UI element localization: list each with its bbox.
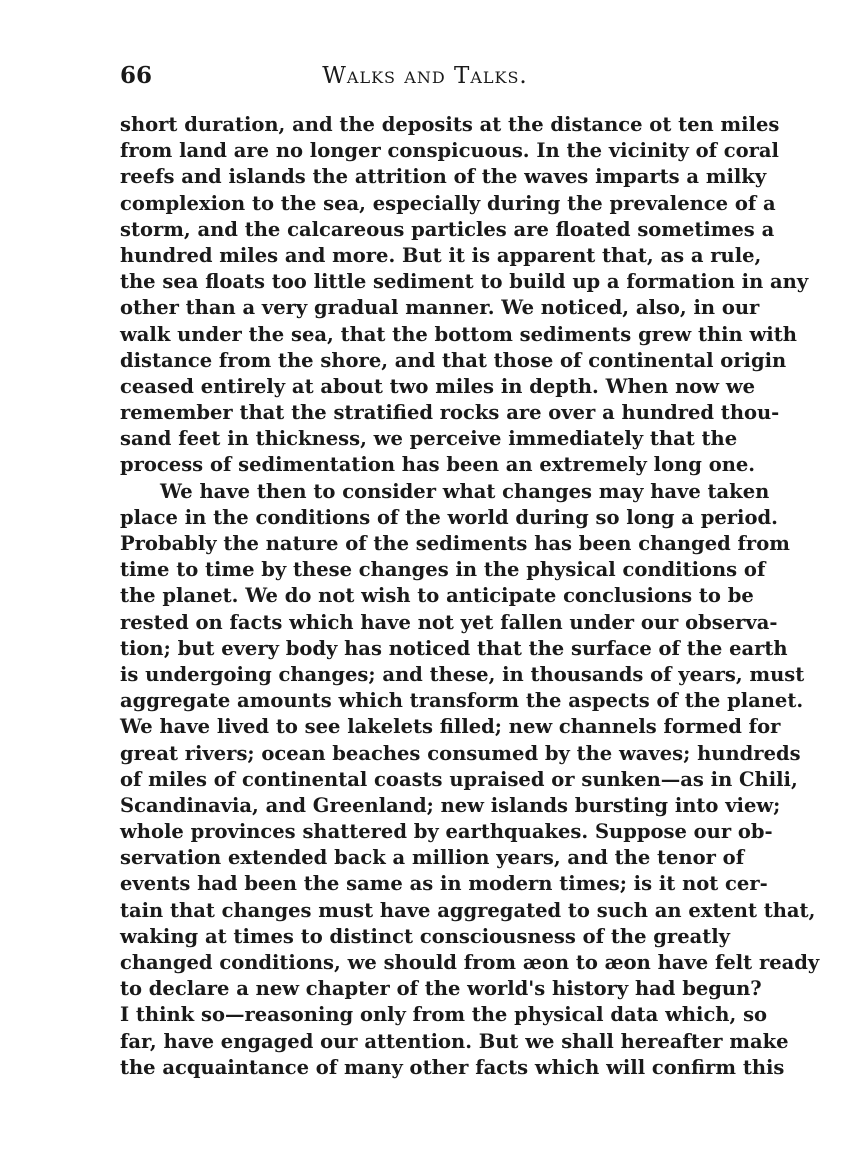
running-title: Walks and Talks. (322, 63, 528, 89)
text-line: short duration, and the deposits at the distance ot ten miles (120, 113, 780, 136)
text-line: tain that changes must have aggregated to such an extent that, (120, 898, 816, 922)
text-line: great rivers; ocean beaches consumed by the waves; hundreds (120, 741, 801, 765)
page-number: 66 (120, 62, 153, 89)
text-line: to declare a new chapter of the world's history had begun? (120, 977, 762, 1001)
text-line: place in the conditions of the world during so long a period. (120, 505, 778, 529)
text-line: the sea floats too little sediment to build up a formation in any (120, 270, 809, 294)
text-line: servation extended back a million years, and the tenor of (120, 846, 745, 870)
text-line: from land are no longer conspicuous. In the vicinity of coral (120, 139, 779, 163)
text-line: aggregate amounts which transform the aspects of the planet. (120, 689, 804, 713)
text-line: the planet. We do not wish to anticipate conclusions to be (120, 584, 754, 608)
text-line: is undergoing changes; and these, in thousands of years, must (120, 662, 805, 686)
text-line: rested on facts which have not yet fallen under our observa- (120, 610, 778, 634)
paragraph-2 (120, 479, 820, 1081)
text-line: changed conditions, we should from æon to æon have felt ready (120, 951, 820, 974)
text-line: remember that the stratified rocks are over a hundred thou- (120, 401, 780, 425)
text-line: whole provinces shattered by earthquakes. Suppose our ob- (120, 820, 773, 844)
text-line: sand feet in thickness, we perceive immediately that the (120, 427, 738, 451)
paragraph-1 (120, 112, 809, 479)
text-line: tion; but every body has noticed that the surface of the earth (120, 636, 788, 660)
text-line: time to time by these changes in the physical conditions of (120, 558, 766, 582)
text-line: I think so—reasoning only from the physical data which, so (120, 1003, 768, 1027)
text-line: hundred miles and more. But it is apparent that, as a rule, (120, 243, 762, 267)
text-line: the acquaintance of many other facts which will confirm this (120, 1055, 785, 1079)
text-line: storm, and the calcareous particles are floated sometimes a (120, 217, 775, 241)
text-line: waking at times to distinct consciousness of the greatly (120, 924, 730, 948)
text-line: complexion to the sea, especially during the prevalence of a (120, 191, 776, 215)
text-line: We have lived to see lakelets filled; new channels formed for (120, 715, 781, 739)
text-line: Probably the nature of the sediments has been changed from (120, 532, 790, 555)
text-line: Scandinavia, and Greenland; new islands bursting into view; (120, 793, 781, 817)
text-line: of miles of continental coasts upraised or sunken—as in Chili, (120, 767, 798, 791)
text-line: other than a very gradual manner. We noticed, also, in our (120, 296, 760, 320)
text-line: far, have engaged our attention. But we shall hereafter make (120, 1029, 789, 1053)
text-line: distance from the shore, and that those of continental origin (120, 348, 787, 372)
page-header (120, 60, 730, 92)
text-line: ceased entirely at about two miles in depth. When now we (120, 374, 756, 398)
body-text (120, 112, 820, 1081)
text-line: process of sedimentation has been an extremely long one. (120, 453, 756, 477)
text-line: reefs and islands the attrition of the waves imparts a milky (120, 165, 767, 189)
text-line: We have then to consider what changes may have taken (160, 479, 770, 503)
text-line: walk under the sea, that the bottom sediments grew thin with (120, 322, 797, 346)
text-line: events had been the same as in modern times; is it not cer- (120, 872, 768, 896)
